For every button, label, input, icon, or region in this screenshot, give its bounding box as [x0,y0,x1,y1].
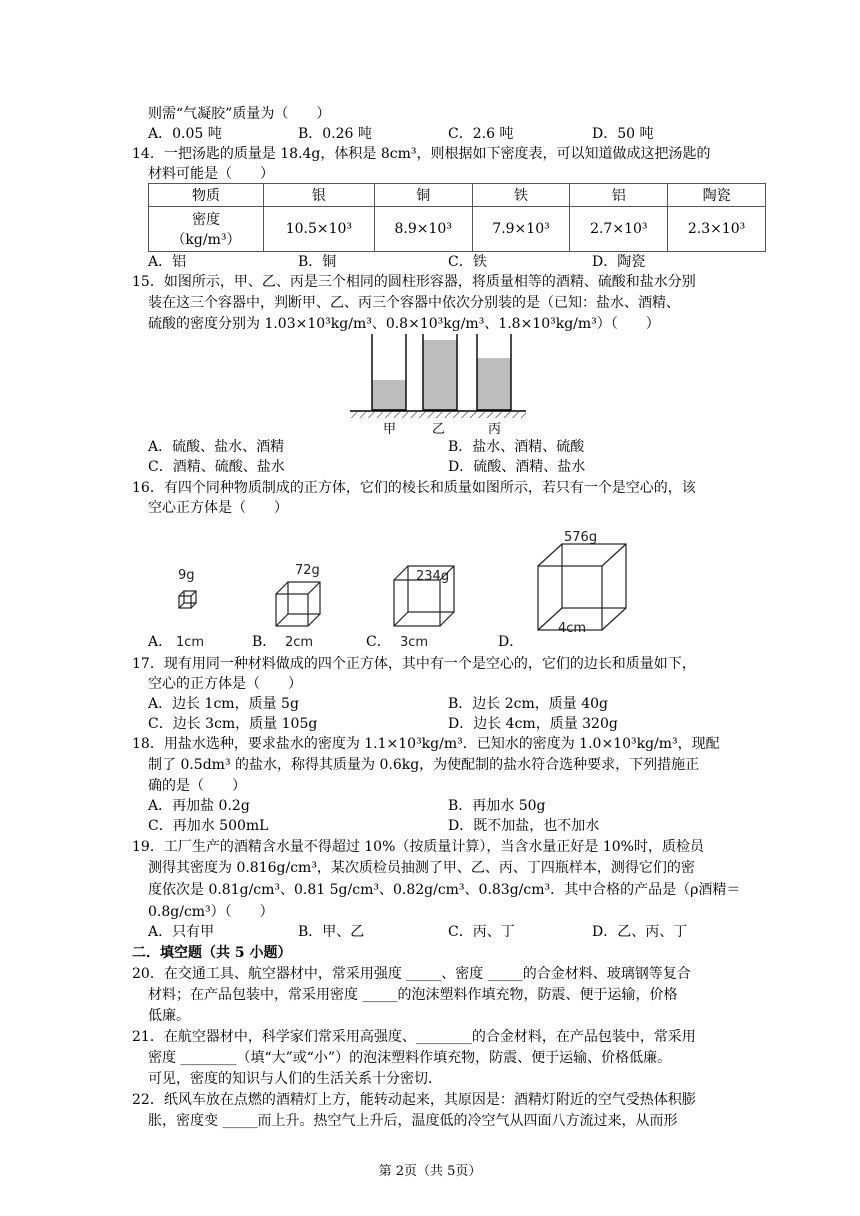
cube-a [179,591,196,608]
q15-line-3: 硫酸的密度分别为 1.03×10³kg/m³、0.8×10³kg/m³、1.8×10³kg/m³）（ ） [148,316,660,332]
q15-option-c: C．酒精、硫酸、盐水 [148,459,285,475]
cube-d-mass: 576g [564,530,598,545]
section-title-fill-in: 二．填空题（共 5 小题） [132,945,292,961]
q21-line-3: 可见，密度的知识与人们的生活关系十分密切． [148,1071,442,1087]
q16-line-1: 16．有四个同种物质制成的正方体，它们的棱长和质量如图所示，若只有一个是空心的，该 [132,480,696,496]
q15-option-b: B．盐水、酒精、硫酸 [448,439,585,455]
q15-line-2: 装在这三个容器中，判断甲、乙、丙三个容器中依次分别装的是（已知：盐水、酒精、 [148,295,680,311]
q14-line-1: 14．一把汤匙的质量是 18.4g，体积是 8cm³，则根据如下密度表，可以知道做成这把汤匙的 [132,146,711,162]
ground-hatch [350,412,526,418]
container-yi-liquid [423,340,457,410]
q14-option-c: C．铁 [448,254,487,270]
table-header: 铁 [472,184,570,207]
q15-line-1: 15．如图所示，甲、乙、丙是三个相同的圆柱形容器，将质量相等的酒精、硫酸和盐水分别 [132,274,696,290]
table-cell: 7.9×10³ [472,207,570,252]
table-cell: 8.9×10³ [374,207,472,252]
q17-line-2: 空心的正方体是（ ） [148,676,302,692]
q22-line-2: 胀，密度变 _____而上升。热空气上升后，温度低的冷空气从四面八方流过来，从而形 [148,1113,678,1129]
cube-a-mass: 9g [178,568,195,583]
option-letter-a: A． [148,634,173,650]
density-table [148,183,766,252]
q18-line-2: 制了 0.5dm³ 的盐水，称得其质量为 0.6kg，为使配制的盐水符合选种要求，下列措施正 [148,757,700,773]
container-bing-liquid [477,358,511,410]
table-header: 陶瓷 [668,184,766,207]
cubes-figure [148,522,628,654]
q18-line-3: 确的是（ ） [148,778,246,794]
q13-option-d: D．50 吨 [592,126,654,142]
q18-line-1: 18．用盐水选种，要求盐水的密度为 1.1×10³kg/m³．已知水的密度为 1.0×10³kg/m³，现配 [132,736,720,752]
q19-line-2: 测得其密度为 0.816g/cm³，某次质检员抽测了甲、乙、丙、丁四瓶样本，测得它们的密 [148,860,695,876]
q15-option-a: A．硫酸、盐水、酒精 [148,439,285,455]
cube-c-mass: 234g [416,569,450,584]
q13-stem-tail: 则需“气凝胶”质量为（ ） [148,106,331,122]
q19-line-4: 0.8g/cm³）（ ） [148,904,274,920]
q18-option-d: D．既不加盐，也不加水 [448,818,600,834]
option-letter-d: D． [498,634,524,650]
q19-option-b: B．甲、乙 [298,924,365,940]
container-jia-liquid [372,380,406,410]
q19-option-d: D．乙、丙、丁 [592,924,688,940]
q15-option-d: D．硫酸、酒精、盐水 [448,459,586,475]
row-label-unit: （kg/m³） [171,232,241,248]
q17-line-1: 17．现有用同一种材料做成的四个正方体，其中有一个是空心的，它们的边长和质量如下， [132,656,696,672]
q14-line-2: 材料可能是（ ） [148,166,274,182]
cube-c-edge: 3cm [400,635,429,650]
q17-option-d: D．边长 4cm，质量 320g [448,716,618,732]
q19-option-c: C．丙、丁 [448,924,515,940]
q20-line-3: 低廉。 [148,1008,190,1024]
q22-line-1: 22．纸风车放在点燃的酒精灯上方，能转动起来，其原因是：酒精灯附近的空气受热体积膨 [132,1092,696,1108]
table-header: 物质 [149,184,264,207]
cube-b-mass: 72g [295,563,320,578]
q19-line-1: 19．工厂生产的酒精含水量不得超过 10%（按质量计算），当含水量正好是 10%时，质检员 [132,839,704,855]
cube-d [538,544,626,630]
container-label-jia: 甲 [383,422,397,436]
q14-option-d: D．陶瓷 [592,254,646,270]
table-cell: 10.5×10³ [263,207,374,252]
q17-option-b: B．边长 2cm，质量 40g [448,696,608,712]
q16-line-2: 空心正方体是（ ） [148,500,288,516]
q19-option-a: A．只有甲 [148,924,215,940]
q13-option-b: B．0.26 吨 [298,126,372,142]
q21-line-2: 密度 ________（填“大”或“小”）的泡沫塑料作填充物，防震、便于运输、价格低廉。 [148,1050,672,1066]
q18-option-b: B．再加水 50g [448,798,546,814]
table-header: 铜 [374,184,472,207]
container-label-yi: 乙 [432,422,446,436]
q14-option-a: A．铝 [148,254,187,270]
cube-d-edge: 4cm [558,621,587,636]
cube-a-edge: 1cm [176,635,205,650]
table-header: 铝 [570,184,668,207]
q19-line-3: 度依次是 0.81g/cm³、0.81 5g/cm³、0.82g/cm³、0.83g/cm³．其中合格的产品是（ρ酒精＝ [148,882,741,898]
q20-line-2: 材料；在产品包装中，常采用密度 _____的泡沫塑料作填充物，防震、便于运输，价格 [148,987,678,1003]
q14-option-b: B．铜 [298,254,337,270]
q21-line-1: 21．在航空器材中，科学家们常采用高强度、________的合金材料，在产品包装中，常采用 [132,1029,696,1045]
table-cell: 2.3×10³ [668,207,766,252]
table-row-label [149,207,264,252]
q17-option-c: C．边长 3cm，质量 105g [148,716,318,732]
table-cell: 2.7×10³ [570,207,668,252]
q18-option-a: A．再加盐 0.2g [148,798,250,814]
page-footer: 第 2页（共 5页） [378,1164,482,1179]
cube-b [276,582,320,626]
table-header: 银 [263,184,374,207]
q18-option-c: C．再加水 500mL [148,818,269,834]
option-letter-c: C． [366,634,391,650]
container-label-bing: 丙 [488,422,502,436]
q13-option-a: A．0.05 吨 [148,126,222,142]
q13-option-c: C．2.6 吨 [448,126,514,142]
row-label-density: 密度 [191,212,220,228]
containers-figure [350,334,526,436]
q17-option-a: A．边长 1cm，质量 5g [148,696,299,712]
q20-line-1: 20．在交通工具、航空器材中，常采用强度 _____、密度 _____的合金材料、玻璃钢等复合 [132,966,691,982]
option-letter-b: B． [252,634,277,650]
cube-b-edge: 2cm [285,635,314,650]
